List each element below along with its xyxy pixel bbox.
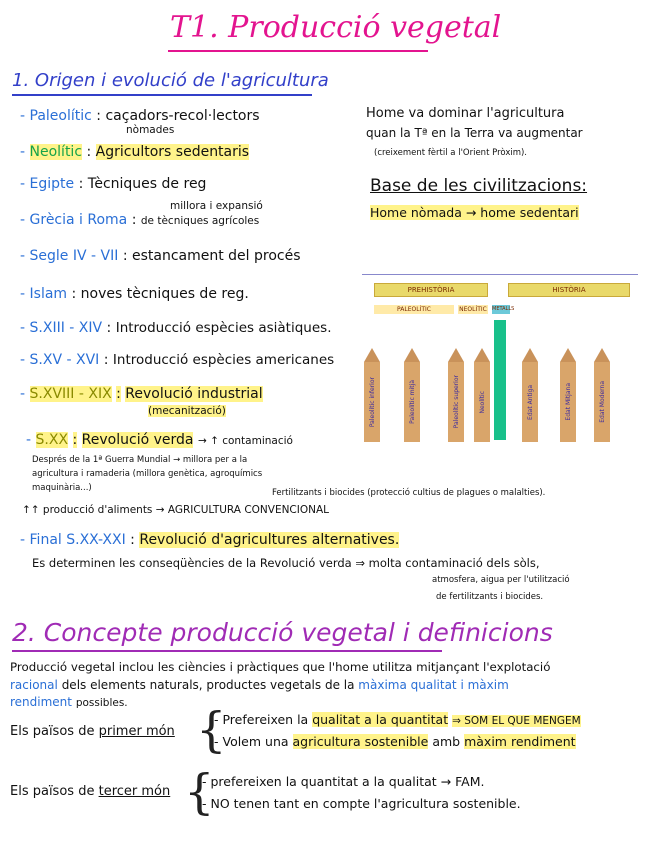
section2-heading: 2. Concepte producció vegetal i definicions [12,618,553,647]
fw1b: qualitat a la quantitat [312,712,449,727]
paleolitic-sub: nòmades [126,124,175,136]
bar-neolitic: NEOLÍTIC [459,306,487,313]
item-text: Agricultors sedentaris [95,144,250,160]
pencil-4 [522,348,538,442]
p3-rest: possibles. [75,697,128,709]
final-note-2: atmosfera, aigua per l'utilització [432,575,570,585]
first-world-line-1 [214,712,581,727]
p2-rest: dels elements naturals, productes vegetals de la [61,678,355,692]
diagram-axis [362,274,638,275]
bar-metalls: METALLS [492,306,515,312]
first-world-label [10,724,175,739]
fw-ul: primer món [98,724,175,739]
timeline-item-sxx: - S.XX : Revolució verda → ↑ contaminació [26,432,293,448]
pencil-label: Edat Antiga [526,384,534,420]
sidebar-note-3: (creixement fèrtil a l'Orient Pròxim). [374,148,528,158]
item-sep: : [130,532,135,548]
item-sep: : [116,386,121,402]
bar-historia: HISTÒRIA [508,283,630,297]
brace-third-world: { [184,764,215,820]
final-note-1: Es determinen les conseqüències de la Revolució verda ⇒ molta contaminació dels sòls, [32,556,540,570]
item-sep: : [131,212,137,228]
section2-underline [12,650,442,652]
item-text: Introducció espècies asiàtiques. [115,320,332,336]
timeline-item-egipte: - Egipte : Tècniques de reg [20,176,207,192]
timeline-item-final: - Final S.XX-XXI : Revolució d'agricultures alternatives. [20,532,400,548]
timeline-item-grecia: - Grècia i Roma : de tècniques agrícoles [20,212,260,228]
fw2a: - Volem una [214,734,289,749]
item-label: Segle IV - VII [29,248,119,264]
item-sep: : [72,432,78,448]
item-sep: : [106,320,112,336]
sxx-note-2: agricultura i ramaderia (millora genètica, agroquímics [32,469,263,479]
item-text: Revolució d'agricultures alternatives. [139,532,400,548]
p3-blue: rendiment [10,695,72,709]
item-sep: : [71,286,77,302]
fw2b: agricultura sostenible [292,734,429,749]
pencil-3 [474,348,490,442]
page-title: T1. Producció vegetal [170,10,502,45]
timeline-item-neolitic: - Neolític : Agricultors sedentaris [20,144,250,160]
section2-p2 [10,678,509,692]
first-world-line-2 [214,734,576,749]
timeline-item-islam: - Islam : noves tècniques de reg. [20,286,249,302]
item-sep: : [103,352,109,368]
timeline-item-sxviii: - S.XVIII - XIX : Revolució industrial [20,386,263,402]
sidebar-subline: Home nòmada → home sedentari [370,205,579,220]
third-world-label [10,784,170,799]
p2-blue2: màxima qualitat i màxim [358,678,509,692]
pencil-label: Neolític [478,390,486,414]
pencil-1 [404,348,420,442]
item-text: de tècniques agrícoles [140,215,260,227]
fw2c: amb [432,734,461,749]
pencil-label: Edat Mitjana [564,383,572,421]
item-text: Revolució industrial [125,386,263,402]
item-sep: : [122,248,128,264]
production-line: ↑↑ producció d'aliments → AGRICULTURA CONVENCIONAL [22,504,330,516]
timeline-item-sxiii: - S.XIII - XIV : Introducció espècies asiàtiques. [20,320,332,336]
item-label: S.XV - XVI [29,352,100,368]
title-underline [168,50,428,52]
item-label: Grècia i Roma [29,212,128,228]
section2-p3 [10,695,128,709]
item-text: estancament del procés [131,248,301,264]
pencil-2 [448,348,464,442]
item-text: Revolució verda [81,432,194,448]
pencil-6 [594,348,610,442]
item-text: noves tècniques de reg. [80,286,249,302]
fw-label: Els països de [10,724,95,739]
final-note-3: de fertilitzants i biocides. [436,592,544,602]
third-world-line-2: - NO tenen tant en compte l'agricultura sostenible. [202,796,521,811]
pencil-label: Paleolític inferior [368,376,376,428]
tw-ul: tercer món [98,784,171,799]
item-label: Paleolític [29,108,92,124]
metalls-band [494,320,506,440]
item-text: caçadors-recol·lectors [105,108,260,124]
item-label: Egipte [29,176,75,192]
fw1a: - Prefereixen la [214,712,309,727]
third-world-line-1: - prefereixen la quantitat a la qualitat → FAM. [202,774,485,789]
item-label: Islam [29,286,68,302]
item-sep: : [86,144,92,160]
pencil-0 [364,348,380,442]
item-text: Introducció espècies americanes [112,352,335,368]
sidebar-note-1: Home va dominar l'agricultura [366,106,565,121]
item-label: S.XIII - XIV [29,320,103,336]
pencil-5 [560,348,576,442]
bar-paleolitic: PALEOLÍTIC [374,305,454,314]
item-sep: : [78,176,84,192]
sidebar-note-2: quan la Tª en la Terra va augmentar [366,126,583,140]
timeline-item-sxv: - S.XV - XVI : Introducció espècies americanes [20,352,335,368]
section2-p1: Producció vegetal inclou les ciències i pràctiques que l'home utilitza mitjançant l'explotació [10,660,551,674]
item-text: Tècniques de reg [87,176,207,192]
item-label: Neolític [29,144,83,160]
grecia-text-top: millora i expansió [170,200,263,212]
history-timeline-diagram [362,230,640,446]
bar-prehistoria: PREHISTÒRIA [374,283,488,297]
sxx-note-1: Després de la 1ª Guerra Mundial → millora per a la [32,455,248,465]
tw-label: Els països de [10,784,95,799]
brace-first-world: { [196,702,227,758]
pencil-label: Edat Moderna [598,381,606,423]
timeline-item-paleolitic: - Paleolític : caçadors-recol·lectors [20,108,260,124]
pencil-label: Paleolític mitjà [408,380,416,424]
sxx-note-3: maquinària...) [32,483,92,493]
item-label: S.XVIII - XIX [29,386,112,402]
item-label: Final S.XX-XXI [29,532,126,548]
sidebar-heading: Base de les civilitzacions: [370,176,588,196]
sxx-note-4: Fertilitzants i biocides (protecció cultius de plagues o malalties). [272,488,546,498]
fw2d: màxim rendiment [464,734,576,749]
pencil-label: Paleolític superior [452,375,460,429]
timeline-item-segle: - Segle IV - VII : estancament del procés [20,248,301,264]
item-sep: : [96,108,102,124]
section1-heading: 1. Origen i evolució de l'agricultura [12,70,329,91]
section1-underline [12,94,312,96]
item-label: S.XX [35,432,69,448]
sxviii-sub: (mecanització) [148,405,226,417]
fw1c: ⇒ SOM EL QUE MENGEM [452,715,581,727]
item-extra: → ↑ contaminació [197,435,293,447]
p2-blue: racional [10,678,58,692]
